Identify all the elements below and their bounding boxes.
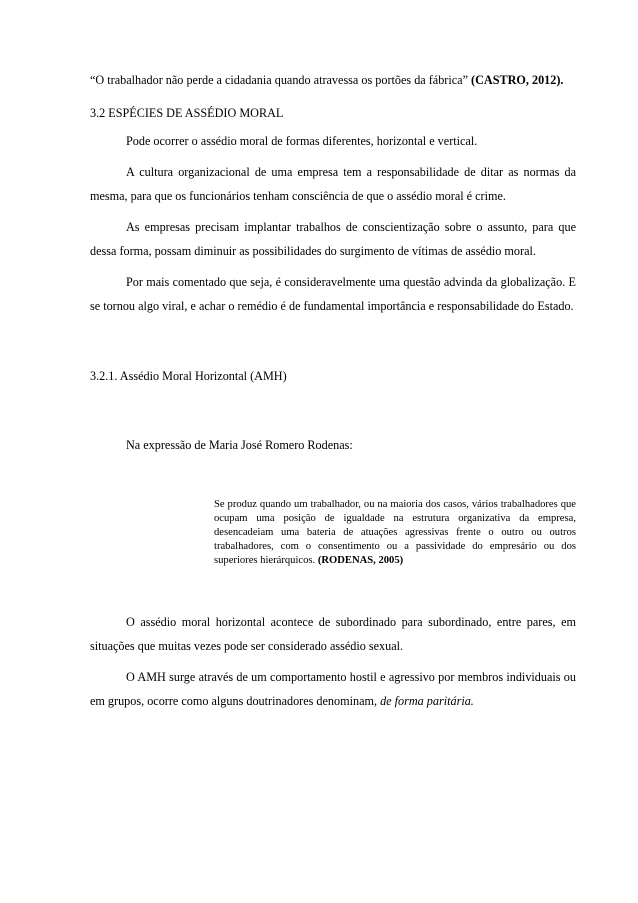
subsection-heading: 3.2.1. Assédio Moral Horizontal (AMH) [90, 368, 287, 383]
block-quote-citation: (RODENAS, 2005) [317, 554, 404, 566]
paragraph: A cultura organizacional de uma empresa tem a responsabilidade de ditar as normas da mesma, para que os funcionários tenham consciência de que o assédio moral é crime. [90, 164, 576, 203]
opening-quote-text: “O trabalhador não perde a cidadania quando atravessa os portões da fábrica” [90, 73, 472, 87]
paragraph: Por mais comentado que seja, é consideravelmente uma questão advinda da globalização. E se tornou algo viral, e achar o remédio é de fundamental importância e responsabilidade do Estado. [90, 274, 576, 313]
paragraph: Pode ocorrer o assédio moral de formas diferentes, horizontal e vertical. [126, 134, 478, 148]
block-quote [214, 498, 576, 568]
paragraph: O assédio moral horizontal acontece de subordinado para subordinado, entre pares, em situações que muitas vezes pode ser considerado assédio sexual. [90, 614, 576, 653]
opening-quote-citation: (CASTRO, 2012). [471, 73, 564, 87]
section-heading: 3.2 ESPÉCIES DE ASSÉDIO MORAL [90, 105, 284, 120]
last-paragraph-emphasis: de forma paritária. [380, 694, 474, 708]
opening-quote [90, 68, 576, 93]
last-paragraph-text: O AMH surge através de um comportamento hostil e agressivo por membros individuais ou em grupos, ocorre como alguns doutrinadores denominam, [90, 669, 576, 708]
last-paragraph [90, 665, 576, 714]
document-page [90, 68, 576, 714]
intro-line: Na expressão de Maria José Romero Rodenas: [126, 438, 353, 452]
block-quote-text: Se produz quando um trabalhador, ou na maioria dos casos, vários trabalhadores que ocupam uma posição de igualdade na estrutura organizativa da empresa, desencadeiam uma bateria de atuações agressivas frente o outro ou outros trabalhadores, com o consentimento ou a passividade do empresário ou dos superiores hierárquicos. [214, 498, 576, 566]
paragraph: As empresas precisam implantar trabalhos de conscientização sobre o assunto, para que dessa forma, possam diminuir as possibilidades do surgimento de vítimas de assédio moral. [90, 219, 576, 258]
